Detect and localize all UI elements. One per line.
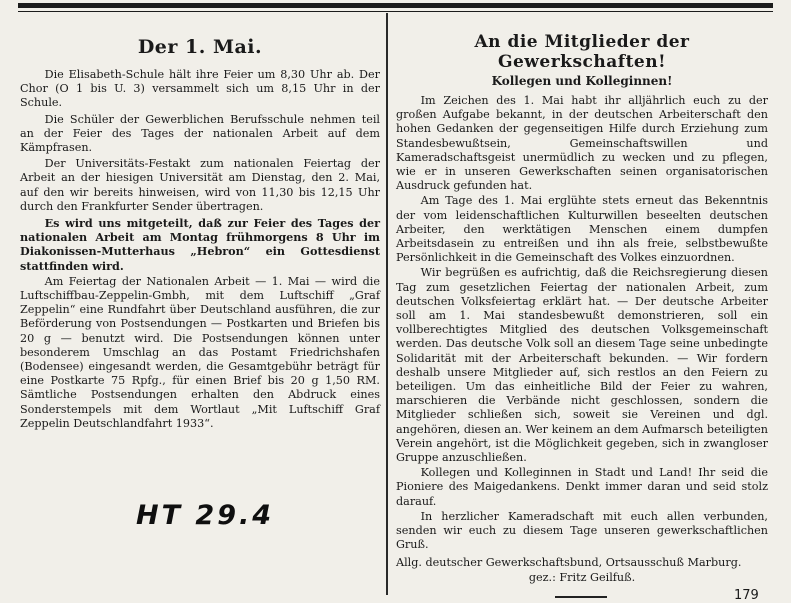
right-paragraph: Wir begrüßen es aufrichtig, daß die Reichsregierung diesen Tag zum gesetzlichen Feiertag der nationalen Arbeit, zum deutschen Volksfeiertag erklärt hat. — Der deutsche Arbeiter soll am 1. Mai standesbewußt demonstrieren, soll ein vollberechtigtes Mitglied des deutschen Volksgemeinschaft werden. Das deutsche Volk soll an diesem Tage seine unbedingte Solidarität mit der Arbeiterschaft bekunden. — Wir fordern deshalb unsere Mitglieder auf, sich restlos an den Feiern zu beteiligen. Um das einheitliche Bild der Feier zu wahren, marschieren die Verbände nicht geschlossen, sondern die Mitglieder schließen sich, soweit sie Vereinen und dgl. angehören, diesen an. Wer keinem an dem Aufmarsch beteiligten Verein angehört, ist die Möglichkeit gegeben, sich in zwangloser Gruppe anzuschließen.: [396, 266, 768, 465]
right-paragraph: In herzlicher Kameradschaft mit euch allen verbunden, senden wir euch zu diesem Tage unseren gewerkschaftlichen Gruß.: [396, 509, 768, 552]
page-number: 179: [734, 588, 759, 603]
left-paragraph: Der Universitäts-Festakt zum nationalen Feiertag der Arbeit an der hiesigen Universität am Dienstag, den 2. Mai, auf den wir bereits hinweisen, wird von 11,30 bis 12,15 Uhr durch den Frankfurter Sender übertragen.: [20, 157, 380, 213]
signature-name: gez.: Fritz Geilfuß.: [528, 570, 636, 584]
left-paragraph: Am Feiertag der Nationalen Arbeit — 1. Mai — wird die Luftschiffbau-Zeppelin-Gmbh, mit dem Luftschiff „Graf Zeppelin“ eine Rundfahrt über Deutschland ausführen, die zur Beförderung von Postsendungen — Postkarten und Briefen bis 20 g — benutzt wird. Die Postsendungen können unter besonderem Umschlag an das Postamt Friedrichshafen (Bodensee) eingesandt werden, die Gesamtgebühr beträgt für eine Postkarte 75 Rpfg., für einen Brief bis 20 g 1,50 RM. Sämtliche Postsendungen erhalten den Abdruck eines Sonderstempels mit dem Wortlaut „Mit Luftschiff Graf Zeppelin Deutschlandfahrt 1933“.: [20, 274, 380, 430]
right-paragraph: Am Tage des 1. Mai erglühte stets erneut das Bekenntnis der vom leidenschaftlichen Kulturwillen beseelten deutschen Arbeiter, den werktätigen Menschen einem dumpfen Arbeitsdasein zu entreißen und ihn als freie, selbstbewußte Persönlichkeit in die Gemeinschaft des Volkes einzuordnen.: [396, 194, 768, 265]
right-article-title: An die Mitglieder der Gewerkschaften!: [474, 32, 690, 72]
left-paragraph: Es wird uns mitgeteilt, daß zur Feier des Tages der nationalen Arbeit am Montag frühmorgens 8 Uhr im Diakonissen-Mutterhaus „Hebron“ ein Gottesdienst stattfinden wird.: [20, 216, 380, 273]
left-paragraph: Die Schüler der Gewerblichen Berufsschule nehmen teil an der Feier des Tages der nationalen Arbeit auf dem Kämpfrasen.: [20, 112, 380, 155]
left-column: [20, 20, 380, 433]
top-rule: [18, 3, 773, 8]
right-paragraph: Im Zeichen des 1. Mai habt ihr alljährlich euch zu der großen Aufgabe bekannt, in der deutschen Arbeiterschaft den hohen Gedanken der gegenseitigen Hilfe durch Erziehung zum Standesbewußtsein, Gemeinschaftswillen und Kameradschaftsgeist unermüdlich zu wecken und zu pflegen, wie er in unseren Gewerkschaften seinen organisatorischen Ausdruck gefunden hat.: [396, 94, 768, 193]
top-rule-thin: [18, 11, 773, 12]
signature-organization: Allg. deutscher Gewerkschaftsbund, Ortsausschuß Marburg.: [396, 555, 742, 569]
right-article-subtitle: Kollegen und Kolleginnen!: [491, 74, 673, 88]
handwritten-note: HT 29.4: [136, 500, 275, 531]
left-paragraph: Die Elisabeth-Schule hält ihre Feier um 8,30 Uhr ab. Der Chor (O 1 bis U. 3) versammelt sich um 8,15 Uhr in der Schule.: [20, 68, 380, 110]
left-article-title: Der 1. Mai.: [137, 36, 263, 58]
column-divider: [386, 13, 388, 595]
footer-rule: [555, 596, 607, 598]
right-column: [396, 20, 768, 586]
right-paragraph: Kollegen und Kolleginnen in Stadt und Land! Ihr seid die Pioniere des Maigedankens. Denkt immer daran und seid stolz darauf.: [396, 466, 768, 508]
